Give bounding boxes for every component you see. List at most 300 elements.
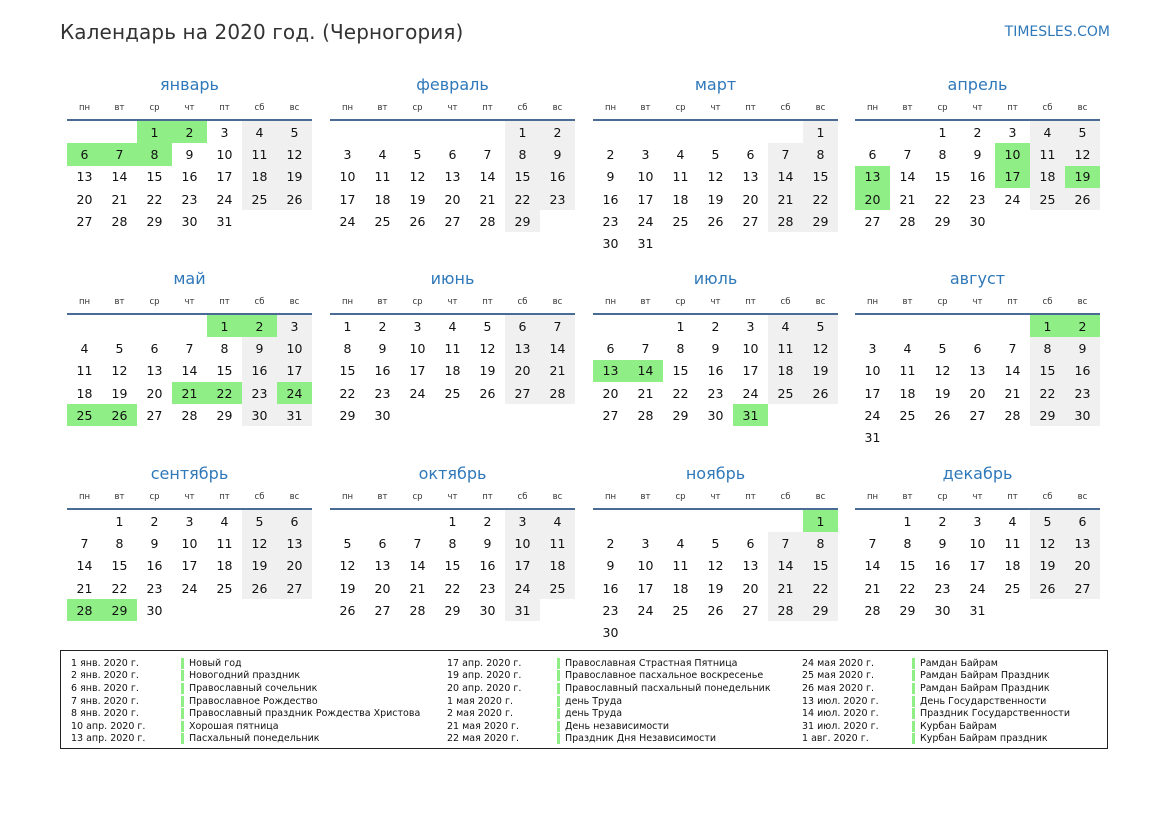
day-cell: 24 xyxy=(409,385,426,401)
holiday-day: 10 xyxy=(995,143,1030,165)
day-cell: 20 xyxy=(505,360,540,382)
day-cell: 27 xyxy=(1065,577,1100,599)
day-cell: 30 xyxy=(602,625,619,641)
day-cell: 4 xyxy=(1008,513,1017,529)
holiday-day: 28 xyxy=(67,599,102,621)
day-cell: 13 xyxy=(374,558,391,574)
empty-cell xyxy=(663,510,698,532)
day-cell: 23 xyxy=(479,580,496,596)
day-cell: 30 xyxy=(1065,404,1100,426)
day-cell: 9 xyxy=(938,535,947,551)
day-cell: 11 xyxy=(899,363,916,379)
empty-cell xyxy=(435,121,470,143)
day-cell: 13 xyxy=(76,169,93,185)
weekday-label: вс xyxy=(289,297,300,307)
weekday-header xyxy=(330,486,575,508)
holiday-name: Православный праздник Рождества Христова xyxy=(189,708,421,720)
day-cell: 26 xyxy=(1065,188,1100,210)
day-cell: 12 xyxy=(277,143,312,165)
legend-row xyxy=(71,707,420,720)
holiday-day: 1 xyxy=(207,315,242,337)
day-cell: 21 xyxy=(1004,385,1021,401)
day-cell: 4 xyxy=(676,146,685,162)
holiday-name: день Труда xyxy=(565,708,623,720)
holiday-marker xyxy=(912,683,915,694)
weekday-label: ср xyxy=(412,492,423,502)
day-cell: 23 xyxy=(707,385,724,401)
day-cell: 10 xyxy=(409,340,426,356)
day-cell: 29 xyxy=(505,210,540,232)
holiday-marker xyxy=(557,721,560,732)
legend-column xyxy=(71,657,420,745)
day-cell: 18 xyxy=(672,580,689,596)
day-cell: 24 xyxy=(742,385,759,401)
day-cell: 16 xyxy=(479,558,496,574)
weekday-label: пн xyxy=(78,297,91,307)
holiday-marker xyxy=(912,658,915,669)
day-cell: 7 xyxy=(540,315,575,337)
empty-cell xyxy=(365,510,400,532)
day-cell: 9 xyxy=(150,535,159,551)
weekday-label: чт xyxy=(184,492,195,502)
day-cell: 2 xyxy=(938,513,947,529)
day-cell: 7 xyxy=(185,340,194,356)
empty-cell xyxy=(855,510,890,532)
day-cell: 5 xyxy=(242,510,277,532)
weekday-label: сб xyxy=(254,492,265,502)
day-cell: 30 xyxy=(934,602,951,618)
weekday-label: вс xyxy=(1077,492,1088,502)
day-cell: 28 xyxy=(768,210,803,232)
holiday-name: Курбан Байрам xyxy=(920,720,997,732)
day-cell: 23 xyxy=(540,188,575,210)
holiday-day: 7 xyxy=(102,143,137,165)
day-cell: 11 xyxy=(444,340,461,356)
day-cell: 19 xyxy=(409,191,426,207)
holiday-day: 29 xyxy=(102,599,137,621)
day-cell: 25 xyxy=(242,188,277,210)
day-cell: 24 xyxy=(505,577,540,599)
day-cell: 26 xyxy=(1030,577,1065,599)
weekday-label: вс xyxy=(815,492,826,502)
day-cell: 19 xyxy=(934,385,951,401)
day-cell: 26 xyxy=(479,385,496,401)
day-cell: 20 xyxy=(146,385,163,401)
days-grid xyxy=(67,121,312,232)
day-cell: 17 xyxy=(277,360,312,382)
day-cell: 21 xyxy=(76,580,93,596)
day-cell: 25 xyxy=(374,213,391,229)
day-cell: 8 xyxy=(505,143,540,165)
day-cell: 18 xyxy=(540,555,575,577)
weekday-label: вс xyxy=(289,103,300,113)
day-cell: 8 xyxy=(903,535,912,551)
day-cell: 18 xyxy=(672,191,689,207)
empty-cell xyxy=(890,121,925,143)
day-cell: 13 xyxy=(1065,532,1100,554)
holiday-date: 1 янв. 2020 г. xyxy=(71,657,139,669)
weekday-label: пт xyxy=(745,492,756,502)
day-cell: 23 xyxy=(374,385,391,401)
weekday-label: пт xyxy=(219,492,230,502)
legend-row xyxy=(71,720,420,733)
day-cell: 17 xyxy=(339,191,356,207)
empty-cell xyxy=(995,315,1030,337)
day-cell: 21 xyxy=(409,580,426,596)
day-cell: 6 xyxy=(277,510,312,532)
day-cell: 9 xyxy=(711,340,720,356)
holiday-date: 22 мая 2020 г. xyxy=(447,733,520,745)
day-cell: 29 xyxy=(146,213,163,229)
weekday-label: ср xyxy=(149,297,160,307)
day-cell: 31 xyxy=(505,599,540,621)
day-cell: 7 xyxy=(768,143,803,165)
day-cell: 2 xyxy=(711,318,720,334)
day-cell: 15 xyxy=(339,363,356,379)
holiday-name: Православное пасхальное воскресенье xyxy=(565,670,764,682)
day-cell: 25 xyxy=(444,385,461,401)
day-cell: 21 xyxy=(637,385,654,401)
weekday-label: ср xyxy=(675,492,686,502)
weekday-label: вс xyxy=(815,297,826,307)
day-cell: 5 xyxy=(413,146,422,162)
day-cell: 12 xyxy=(111,363,128,379)
holiday-date: 26 мая 2020 г. xyxy=(802,682,875,694)
day-cell: 11 xyxy=(216,535,233,551)
day-cell: 22 xyxy=(111,580,128,596)
weekday-label: пн xyxy=(341,492,354,502)
weekday-label: вт xyxy=(377,103,388,113)
weekday-label: вт xyxy=(902,103,913,113)
month xyxy=(855,268,1100,449)
month xyxy=(855,463,1100,621)
day-cell: 19 xyxy=(479,363,496,379)
day-cell: 15 xyxy=(444,558,461,574)
empty-cell xyxy=(855,121,890,143)
day-cell: 11 xyxy=(76,363,93,379)
day-cell: 29 xyxy=(672,407,689,423)
legend-row xyxy=(447,657,771,670)
holiday-day: 26 xyxy=(102,404,137,426)
day-cell: 11 xyxy=(1030,143,1065,165)
weekday-label: пт xyxy=(745,297,756,307)
weekday-label: пт xyxy=(219,103,230,113)
day-cell: 18 xyxy=(899,385,916,401)
day-cell: 3 xyxy=(185,513,194,529)
weekday-header xyxy=(67,291,312,313)
day-cell: 24 xyxy=(181,580,198,596)
day-cell: 27 xyxy=(602,407,619,423)
day-cell: 23 xyxy=(934,580,951,596)
legend-row xyxy=(71,670,420,683)
month-name: январь xyxy=(160,75,219,94)
day-cell: 10 xyxy=(505,532,540,554)
holiday-name: День независимости xyxy=(565,720,670,732)
weekday-label: пт xyxy=(1007,492,1018,502)
weekday-label: чт xyxy=(184,297,195,307)
day-cell: 10 xyxy=(864,363,881,379)
day-cell: 15 xyxy=(1030,360,1065,382)
day-cell: 7 xyxy=(413,535,422,551)
holiday-name: Праздник Государственности xyxy=(920,708,1070,720)
day-cell: 20 xyxy=(602,385,619,401)
day-cell: 18 xyxy=(768,360,803,382)
day-cell: 4 xyxy=(676,535,685,551)
day-cell: 28 xyxy=(409,602,426,618)
day-cell: 15 xyxy=(803,555,838,577)
holiday-name: Православный сочельник xyxy=(189,682,318,694)
day-cell: 10 xyxy=(637,558,654,574)
day-cell: 8 xyxy=(803,143,838,165)
weekday-label: пт xyxy=(745,103,756,113)
day-cell: 26 xyxy=(339,602,356,618)
day-cell: 4 xyxy=(448,318,457,334)
day-cell: 17 xyxy=(742,363,759,379)
weekday-label: сб xyxy=(254,297,265,307)
holiday-marker xyxy=(557,683,560,694)
day-cell: 19 xyxy=(111,385,128,401)
day-cell: 18 xyxy=(76,385,93,401)
month xyxy=(67,463,312,621)
day-cell: 21 xyxy=(479,191,496,207)
day-cell: 3 xyxy=(220,124,229,140)
day-cell: 18 xyxy=(1030,166,1065,188)
day-cell: 22 xyxy=(146,191,163,207)
day-cell: 23 xyxy=(181,191,198,207)
day-cell: 3 xyxy=(641,535,650,551)
day-cell: 10 xyxy=(216,146,233,162)
day-cell: 28 xyxy=(637,407,654,423)
day-cell: 1 xyxy=(448,513,457,529)
day-cell: 15 xyxy=(934,169,951,185)
day-cell: 6 xyxy=(150,340,159,356)
days-grid xyxy=(855,315,1100,449)
day-cell: 19 xyxy=(277,166,312,188)
weekday-label: сб xyxy=(517,492,528,502)
weekday-label: сб xyxy=(1042,492,1053,502)
empty-cell xyxy=(137,315,172,337)
day-cell: 7 xyxy=(641,340,650,356)
holiday-date: 25 мая 2020 г. xyxy=(802,670,875,682)
weekday-label: чт xyxy=(710,103,721,113)
day-cell: 21 xyxy=(111,191,128,207)
holiday-name: Праздник Дня Независимости xyxy=(565,733,717,745)
day-cell: 9 xyxy=(606,169,615,185)
holiday-legend xyxy=(60,650,1108,749)
empty-cell xyxy=(698,121,733,143)
day-cell: 21 xyxy=(899,191,916,207)
empty-cell xyxy=(593,121,628,143)
empty-cell xyxy=(102,315,137,337)
day-cell: 25 xyxy=(899,407,916,423)
day-cell: 5 xyxy=(115,340,124,356)
days-grid xyxy=(330,121,575,232)
weekday-label: чт xyxy=(972,297,983,307)
page-title: Календарь на 2020 год. (Черногория) xyxy=(60,20,464,44)
month xyxy=(593,463,838,644)
weekday-label: ср xyxy=(675,297,686,307)
holiday-day: 22 xyxy=(207,382,242,404)
day-cell: 25 xyxy=(672,602,689,618)
day-cell: 9 xyxy=(540,143,575,165)
days-grid xyxy=(855,510,1100,621)
days-grid xyxy=(593,315,838,426)
day-cell: 18 xyxy=(1004,558,1021,574)
day-cell: 30 xyxy=(707,407,724,423)
weekday-label: вт xyxy=(114,103,125,113)
day-cell: 1 xyxy=(803,121,838,143)
day-cell: 17 xyxy=(181,558,198,574)
day-cell: 8 xyxy=(220,340,229,356)
empty-cell xyxy=(733,121,768,143)
weekday-label: пн xyxy=(78,492,91,502)
day-cell: 15 xyxy=(803,166,838,188)
day-cell: 12 xyxy=(409,169,426,185)
day-cell: 19 xyxy=(339,580,356,596)
day-cell: 23 xyxy=(146,580,163,596)
day-cell: 19 xyxy=(707,191,724,207)
holiday-name: день Труда xyxy=(565,695,623,707)
empty-cell xyxy=(733,510,768,532)
day-cell: 1 xyxy=(676,318,685,334)
holiday-date: 31 июл. 2020 г. xyxy=(802,720,879,732)
holiday-date: 1 мая 2020 г. xyxy=(447,695,513,707)
month xyxy=(593,74,838,255)
day-cell: 30 xyxy=(374,407,391,423)
legend-row xyxy=(447,707,771,720)
day-cell: 1 xyxy=(505,121,540,143)
day-cell: 31 xyxy=(216,213,233,229)
weekday-label: пт xyxy=(482,103,493,113)
holiday-date: 17 апр. 2020 г. xyxy=(447,657,522,669)
day-cell: 21 xyxy=(768,188,803,210)
month-name: сентябрь xyxy=(150,464,229,483)
day-cell: 20 xyxy=(1065,555,1100,577)
day-cell: 30 xyxy=(969,213,986,229)
day-cell: 26 xyxy=(934,407,951,423)
holiday-day: 19 xyxy=(1065,166,1100,188)
holiday-day: 20 xyxy=(855,188,890,210)
legend-row xyxy=(71,657,420,670)
holiday-name: Новогодний праздник xyxy=(189,670,301,682)
weekday-label: ср xyxy=(412,103,423,113)
holiday-marker xyxy=(557,670,560,681)
day-cell: 12 xyxy=(242,532,277,554)
day-cell: 28 xyxy=(864,602,881,618)
day-cell: 17 xyxy=(637,191,654,207)
day-cell: 5 xyxy=(343,535,352,551)
weekday-header xyxy=(593,291,838,313)
weekday-label: вс xyxy=(815,103,826,113)
day-cell: 25 xyxy=(1004,580,1021,596)
site-name[interactable]: TIMESLES.COM xyxy=(1004,24,1110,40)
weekday-label: вс xyxy=(552,297,563,307)
weekday-label: чт xyxy=(710,297,721,307)
legend-row xyxy=(447,670,771,683)
day-cell: 13 xyxy=(444,169,461,185)
weekday-label: пн xyxy=(866,297,879,307)
weekday-label: вт xyxy=(377,492,388,502)
day-cell: 16 xyxy=(969,169,986,185)
day-cell: 25 xyxy=(216,580,233,596)
weekday-label: чт xyxy=(447,492,458,502)
empty-cell xyxy=(330,121,365,143)
day-cell: 4 xyxy=(220,513,229,529)
day-cell: 2 xyxy=(483,513,492,529)
legend-row xyxy=(71,733,420,746)
day-cell: 20 xyxy=(76,191,93,207)
day-cell: 1 xyxy=(938,124,947,140)
holiday-name: Рамдан Байрам Праздник xyxy=(920,682,1050,694)
day-cell: 2 xyxy=(606,535,615,551)
empty-cell xyxy=(172,315,207,337)
legend-row xyxy=(802,657,1070,670)
legend-row xyxy=(802,720,1070,733)
legend-row xyxy=(802,733,1070,746)
month xyxy=(67,74,312,232)
day-cell: 25 xyxy=(540,577,575,599)
day-cell: 9 xyxy=(973,146,982,162)
day-cell: 23 xyxy=(602,602,619,618)
day-cell: 7 xyxy=(80,535,89,551)
day-cell: 23 xyxy=(242,382,277,404)
day-cell: 12 xyxy=(707,558,724,574)
day-cell: 2 xyxy=(606,146,615,162)
day-cell: 12 xyxy=(934,363,951,379)
legend-row xyxy=(802,695,1070,708)
empty-cell xyxy=(628,121,663,143)
day-cell: 18 xyxy=(216,558,233,574)
day-cell: 16 xyxy=(540,166,575,188)
day-cell: 13 xyxy=(969,363,986,379)
days-grid xyxy=(67,315,312,426)
day-cell: 11 xyxy=(540,532,575,554)
weekday-label: пт xyxy=(482,297,493,307)
weekday-label: вт xyxy=(902,492,913,502)
holiday-day: 13 xyxy=(855,166,890,188)
day-cell: 29 xyxy=(1030,404,1065,426)
day-cell: 27 xyxy=(444,213,461,229)
day-cell: 9 xyxy=(1065,337,1100,359)
weekday-label: сб xyxy=(517,297,528,307)
holiday-day: 8 xyxy=(137,143,172,165)
day-cell: 5 xyxy=(1065,121,1100,143)
day-cell: 22 xyxy=(505,188,540,210)
month-name: ноябрь xyxy=(685,464,746,483)
day-cell: 15 xyxy=(146,169,163,185)
weekday-label: ср xyxy=(937,297,948,307)
holiday-day: 17 xyxy=(995,166,1030,188)
day-cell: 14 xyxy=(181,363,198,379)
holiday-marker xyxy=(912,670,915,681)
day-cell: 8 xyxy=(676,340,685,356)
day-cell: 19 xyxy=(1030,555,1065,577)
day-cell: 4 xyxy=(903,340,912,356)
holiday-date: 2 янв. 2020 г. xyxy=(71,670,139,682)
day-cell: 24 xyxy=(216,191,233,207)
weekday-label: вт xyxy=(114,492,125,502)
day-cell: 2 xyxy=(378,318,387,334)
empty-cell xyxy=(628,510,663,532)
legend-row xyxy=(802,670,1070,683)
day-cell: 6 xyxy=(973,340,982,356)
day-cell: 8 xyxy=(938,146,947,162)
weekday-label: ср xyxy=(412,297,423,307)
day-cell: 11 xyxy=(672,558,689,574)
holiday-name: Хорошая пятница xyxy=(189,720,279,732)
day-cell: 16 xyxy=(1065,360,1100,382)
day-cell: 13 xyxy=(742,169,759,185)
